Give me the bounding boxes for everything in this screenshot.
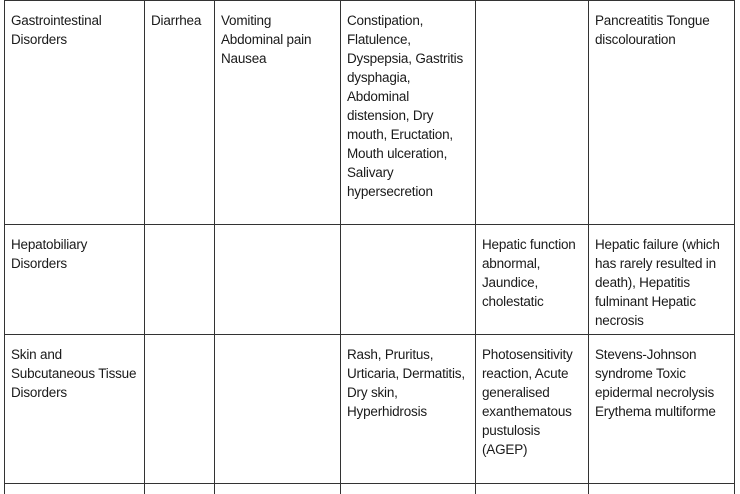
table-cell [145,225,215,335]
table-cell [341,335,476,484]
cell-text: Hepatobiliary Disorders [11,235,139,273]
table-row [5,1,735,225]
cell-text: Constipation, Flatulence, Dyspepsia, Gastritis dysphagia, Abdominal distension, Dry mouth, Eructation, Mouth ulceration, Salivary hypersecretion [347,11,470,201]
table-cell [341,1,476,225]
adverse-reactions-table [4,0,735,494]
table-cell [476,225,589,335]
cell-text: Hepatic failure (which has rarely resulted in death), Hepatitis fulminant Hepatic necrosis [595,235,729,330]
table-cell [476,1,589,225]
cell-text: Photosensitivity reaction, Acute generalised exanthematous pustulosis (AGEP) [482,345,583,459]
system-organ-class-cell [5,1,145,225]
cell-text: Pancreatitis Tongue discolouration [595,11,729,49]
table-cell [215,225,341,335]
cell-text: Rash, Pruritus, Urticaria, Dermatitis, Dry skin, Hyperhidrosis [347,345,470,421]
table-cell [215,335,341,484]
table-cell [145,335,215,484]
table-cell [215,1,341,225]
table-cell [589,1,735,225]
cell-text: Skin and Subcutaneous Tissue Disorders [11,345,139,402]
table-cell [589,225,735,335]
system-organ-class-cell [5,225,145,335]
cell-text: Diarrhea [151,11,209,30]
table-cell [145,1,215,225]
table-cell [341,225,476,335]
adverse-reactions-table-container [4,0,735,494]
table-row [5,335,735,484]
cell-text: Hepatic function abnormal, Jaundice, cholestatic [482,235,583,311]
system-organ-class-cell [5,335,145,484]
table-cell [589,335,735,484]
table-cell [476,335,589,484]
cell-text: Stevens-Johnson syndrome Toxic epidermal necrolysis Erythema multiforme [595,345,729,421]
table-row [5,225,735,335]
cell-text: Gastrointestinal Disorders [11,11,139,49]
cell-text: Vomiting Abdominal pain Nausea [221,11,335,68]
